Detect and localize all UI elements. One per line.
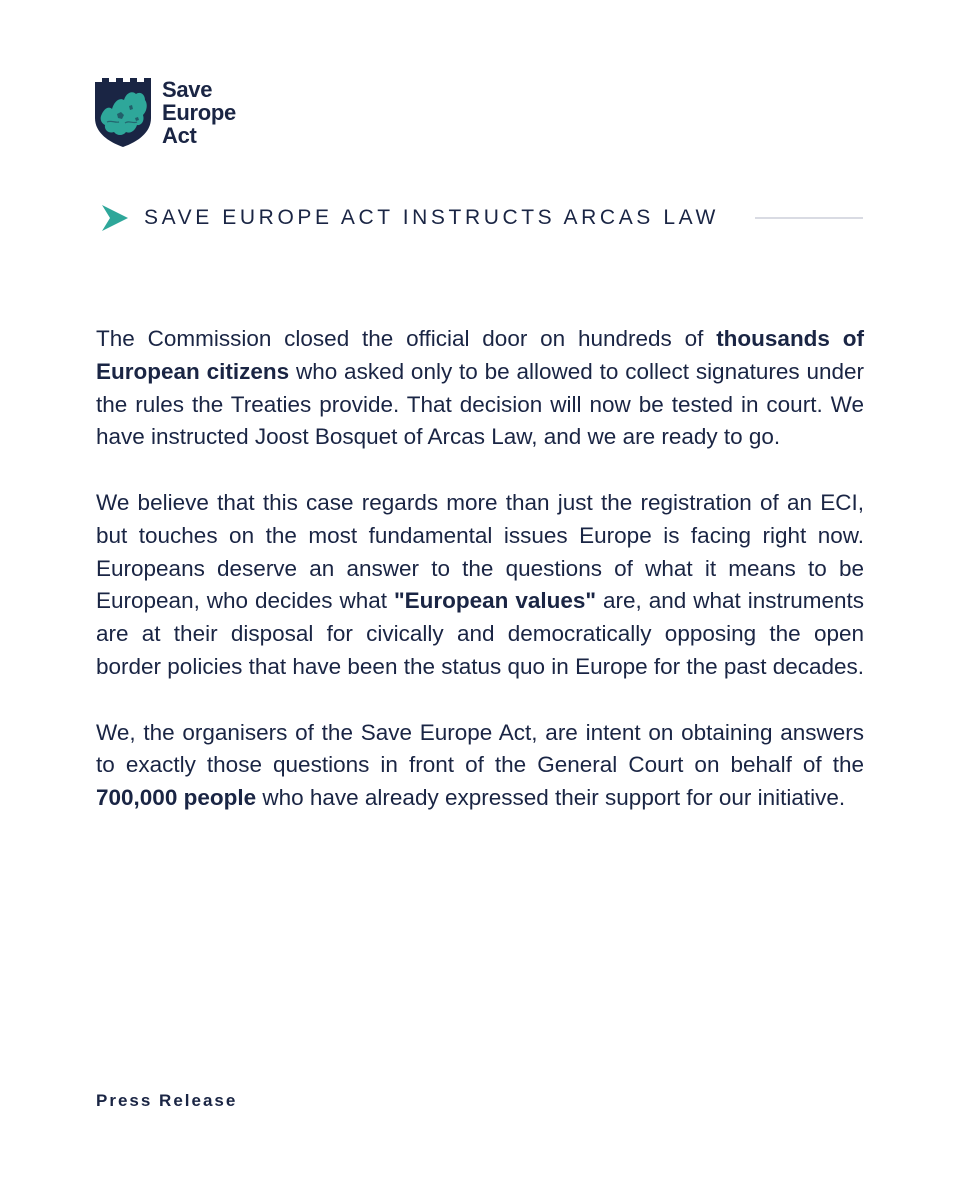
paragraph-1 xyxy=(96,323,864,454)
logo-wordmark xyxy=(162,78,236,147)
footer-label: Press Release xyxy=(96,1091,238,1110)
paragraph-2-text-b: are, and what instruments are at their disposal for civically and democratically opposing the open border policies that have been the status quo in Europe for the past decades. xyxy=(96,588,865,679)
paragraph-3-bold: 700,000 people xyxy=(96,785,257,811)
shield-europe-map-icon xyxy=(95,78,151,148)
page-title: SAVE EUROPE ACT INSTRUCTS ARCAS LAW xyxy=(144,206,719,229)
heading-divider xyxy=(755,217,863,219)
logo-line-1: Save xyxy=(162,77,213,102)
chevron-right-icon xyxy=(100,203,130,233)
logo-line-3: Act xyxy=(162,123,197,148)
paragraph-1-text-b: who asked only to be allowed to collect signatures under the rules the Treaties provide. That decision will now be tested in court. We have instructed Joost Bosquet of Arcas Law, and we are ready to go. xyxy=(96,358,864,450)
paragraph-2-bold: "European values" xyxy=(393,588,597,614)
logo xyxy=(95,78,236,148)
paragraph-3-text-a: We, the organisers of the Save Europe Act, are intent on obtaining answers to exactly those questions in front of the General Court on behalf of the xyxy=(96,719,864,778)
paragraph-1-text-a: The Commission closed the official door on hundreds of xyxy=(96,326,717,351)
paragraph-2 xyxy=(96,487,864,684)
heading-row xyxy=(100,200,865,236)
press-release-body xyxy=(96,323,864,848)
logo-line-2: Europe xyxy=(162,100,236,125)
paragraph-2-text-a: We believe that this case regards more than just the registration of an ECI, but touches on the most fundamental issues Europe is facing right now. Europeans deserve an answer to the questions of what it means to be European, who decides what xyxy=(96,489,864,614)
paragraph-3-text-b: who have already expressed their support for our initiative. xyxy=(256,785,846,811)
paragraph-3 xyxy=(96,717,864,815)
paragraph-1-bold: thousands of European citizens xyxy=(96,326,864,384)
